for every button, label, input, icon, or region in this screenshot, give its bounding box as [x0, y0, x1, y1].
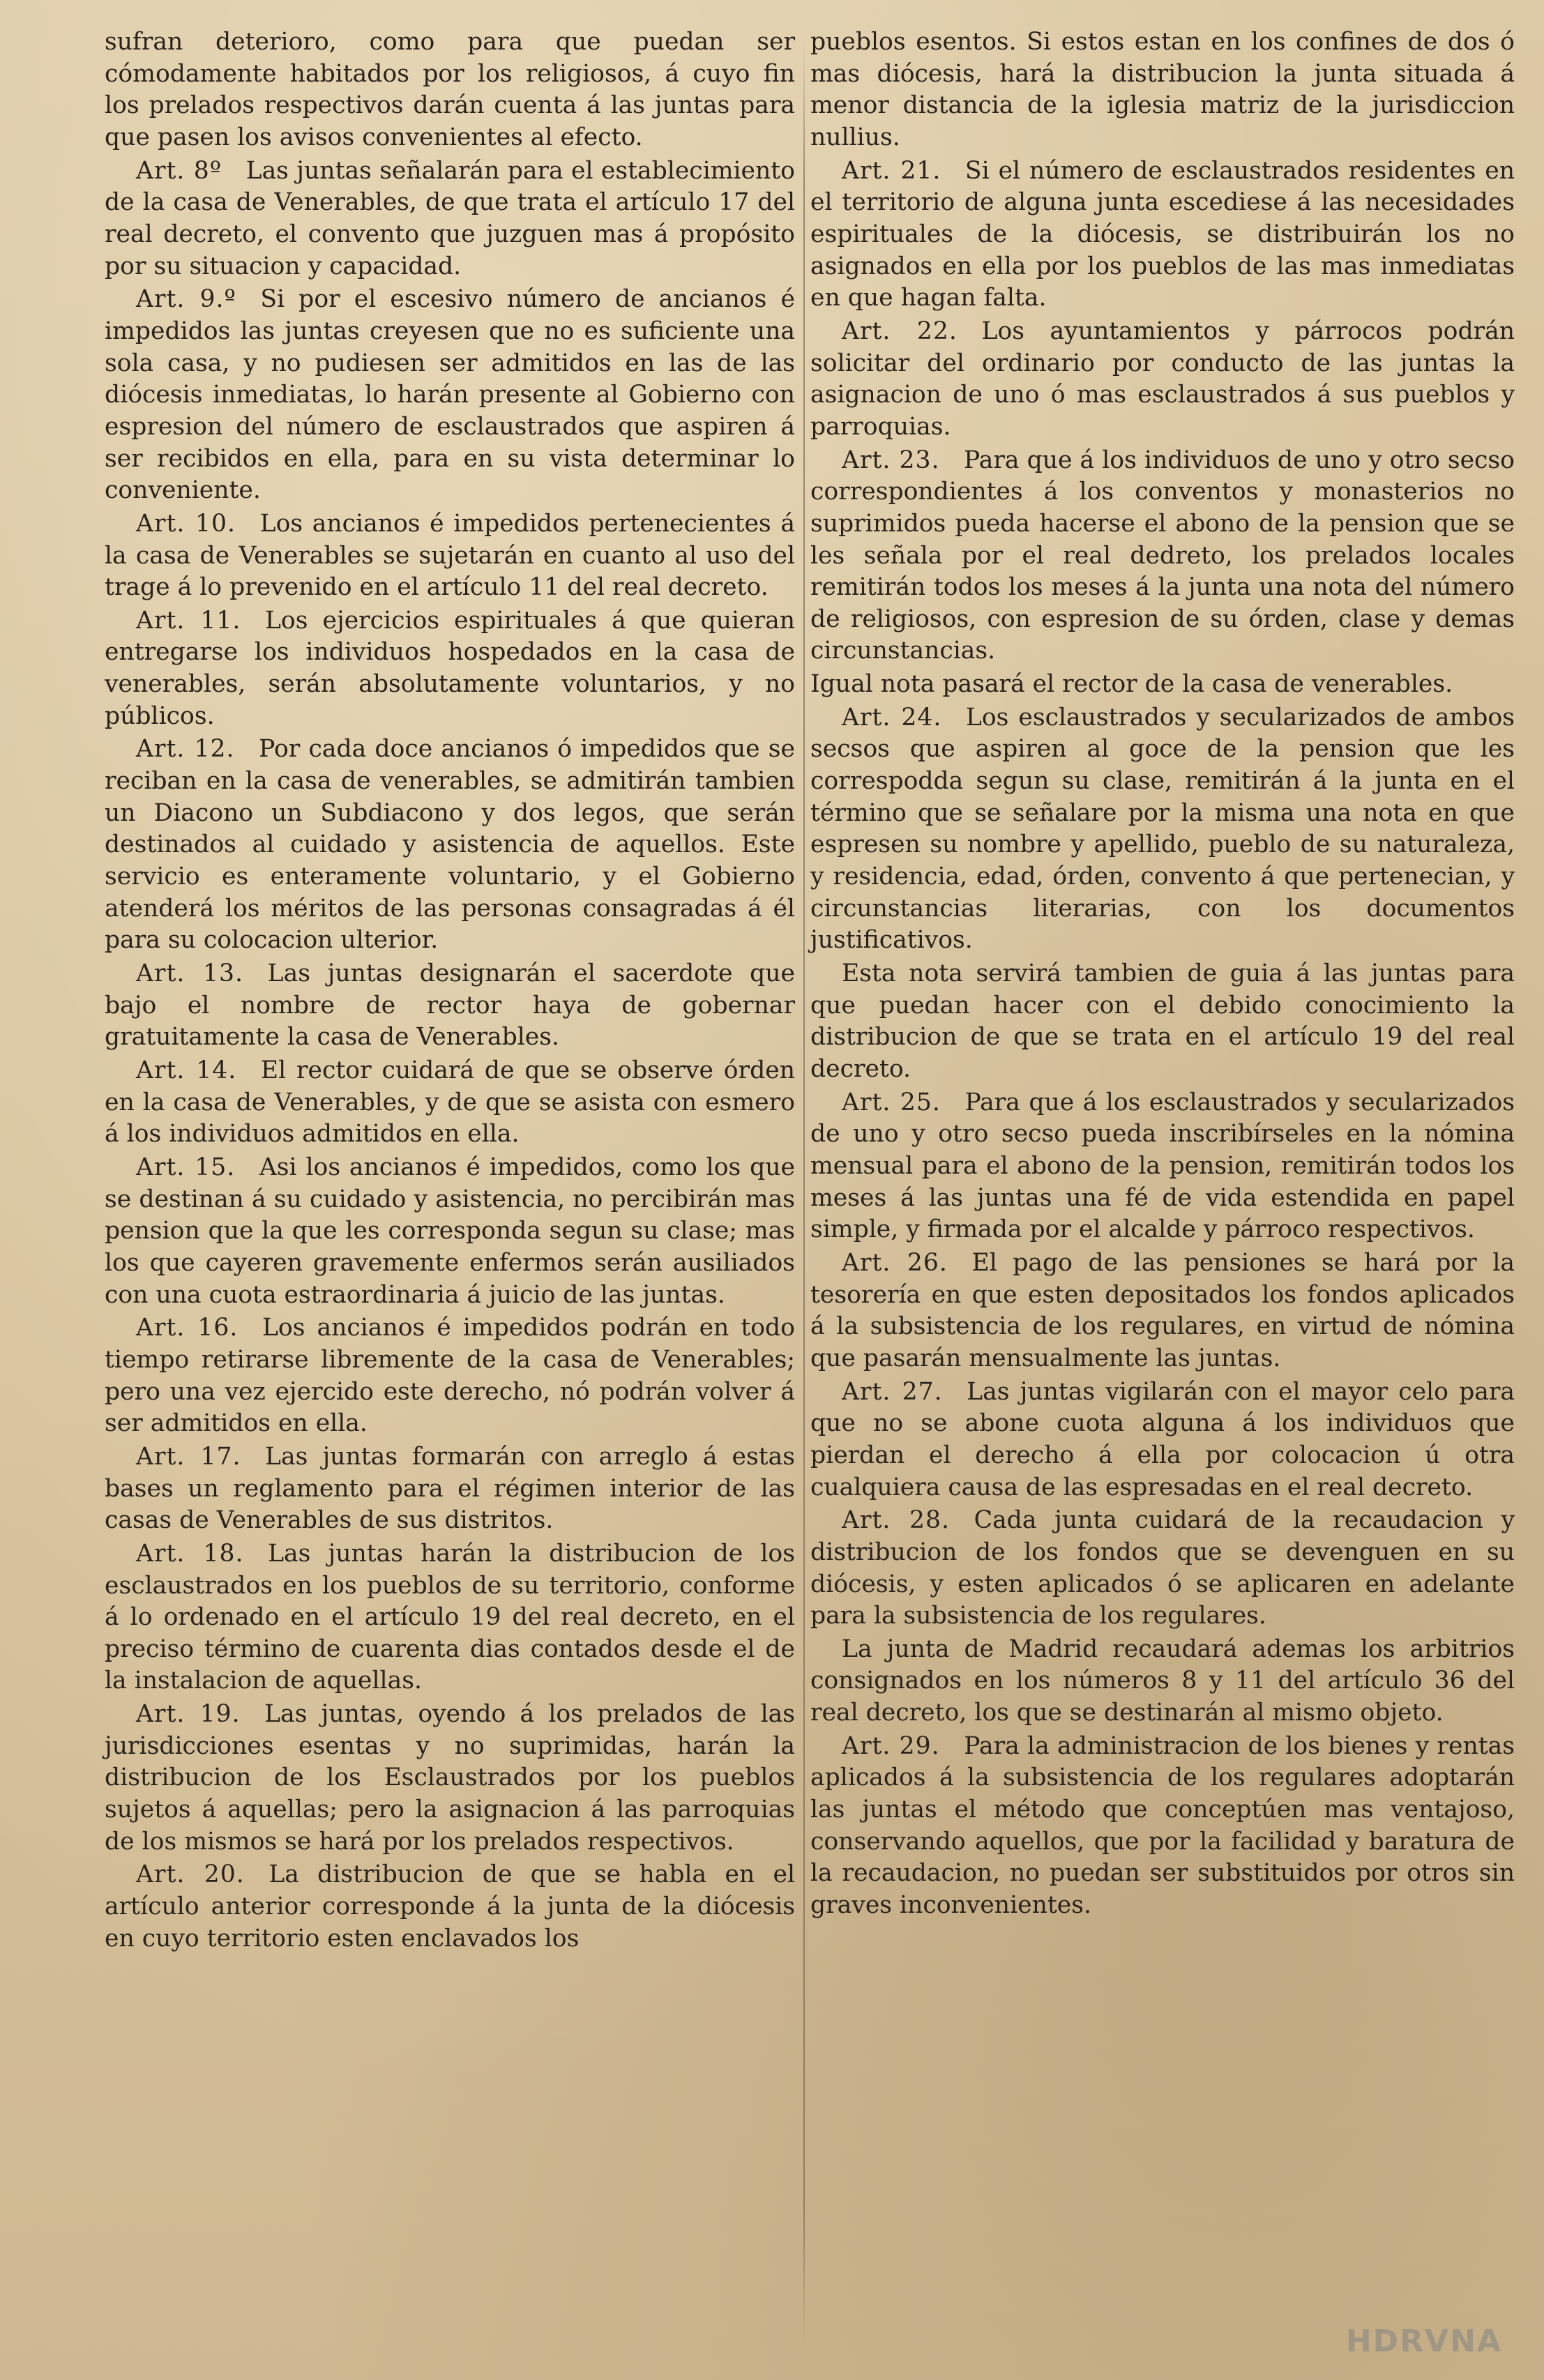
article-text: Si por el escesivo número de ancianos é impedidos las juntas creyesen que no es suficiente una sola casa, y no pudiesen ser admitidos en las de las diócesis inmediatas, lo harán presente al Gobierno con espresion del número de esclaustrados que aspiren á ser recibidos en ella, para en su vista determinar lo conveniente.	[105, 285, 795, 505]
article-text: pueblos esentos. Si estos estan en los confines de dos ó mas diócesis, hará la distribucion la junta situada á menor distancia de la iglesia matriz de la jurisdiccion nullius.	[810, 28, 1515, 151]
article-paragraph	[105, 508, 795, 604]
article-text: Por cada doce ancianos ó impedidos que se reciban en la casa de venerables, se admitirán tambien un Diacono un Subdiacono y dos legos, que serán destinados al cuidado y asistencia de aquellos. Este servicio es enteramente voluntario, y el Gobierno atenderá los méritos de las personas consagradas á él para su colocacion ulterior.	[105, 735, 795, 955]
article-text: Las juntas vigilarán con el mayor celo para que no se abone cuota alguna á los individuos que pierdan el derecho á ella por colocacion ú otra cualquiera causa de las espresadas en el real decreto.	[810, 1377, 1515, 1501]
article-number: Art. 8º	[136, 156, 222, 185]
article-paragraph	[810, 1505, 1515, 1632]
article-paragraph	[810, 1377, 1515, 1504]
article-number: Art. 14.	[136, 1056, 237, 1084]
article-number: Art. 23.	[842, 446, 940, 474]
article-number: Art. 19.	[136, 1700, 241, 1729]
text-paragraph	[810, 669, 1515, 701]
article-paragraph	[810, 445, 1515, 668]
article-text: Para la administracion de los bienes y rentas aplicados á la subsistencia de los regulares adoptarán las juntas el método que conceptúen mas ventajoso, conservando aquellos, que por la facilidad y baratura de la recaudacion, no puedan ser substituidos por otros sin graves inconvenientes.	[810, 1731, 1515, 1920]
article-text: La junta de Madrid recaudará ademas los arbitrios consignados en los números 8 y 11 del artículo 36 del real decreto, los que se destinarán al mismo objeto.	[810, 1635, 1515, 1727]
library-watermark: HDRVNA	[1345, 2324, 1502, 2359]
article-paragraph	[810, 1087, 1515, 1246]
article-text: La distribucion de que se habla en el artículo anterior corresponde á la junta de la diócesis en cuyo territorio esten enclavados los	[105, 1860, 796, 1953]
right-text-column	[810, 26, 1515, 1923]
article-number: Art. 24.	[842, 703, 942, 732]
article-paragraph	[810, 1248, 1515, 1375]
article-paragraph	[810, 156, 1515, 314]
article-paragraph	[105, 284, 795, 507]
article-text: Para que á los individuos de uno y otro secso correspondientes á los conventos y monasterios no suprimidos pueda hacerse el abono de la pension que se les señala por el real dedreto, los prelados locales remitirán todos los meses á la junta una nota del número de religiosos, con espresion de su órden, clase y demas circunstancias.	[810, 446, 1515, 665]
article-text: El rector cuidará de que se observe órden en la casa de Venerables, y de que se asista con esmero á los individuos admitidos en ella.	[105, 1056, 795, 1149]
article-number: Art. 18.	[136, 1539, 244, 1568]
article-text: Las juntas, oyendo á los prelados de las jurisdicciones esentas y no suprimidas, harán la distribucion de los Esclaustrados por los pueblos sujetos á aquellas; pero la asignacion á las parroquias de los mismos se hará por los prelados respectivos.	[105, 1700, 795, 1856]
article-text: Igual nota pasará el rector de la casa de venerables.	[810, 670, 1453, 699]
article-paragraph	[810, 1731, 1515, 1922]
article-text: Los ancianos é impedidos pertenecientes á la casa de Venerables se sujetarán en cuanto al uso del trage á lo prevenido en el artículo 11 del real decreto.	[105, 509, 795, 602]
article-number: Art. 21.	[842, 156, 941, 185]
article-text: Las juntas señalarán para el establecimiento de la casa de Venerables, de que trata el artículo 17 del real decreto, el convento que juzguen mas á propósito por su situacion y capacidad.	[105, 156, 795, 280]
article-text: Si el número de esclaustrados residentes en el territorio de alguna junta escediese á las necesidades espirituales de la diócesis, se distribuirán los no asignados en ella por los pueblos de las mas inmediatas en que hagan falta.	[810, 156, 1515, 312]
article-text: Los ejercicios espirituales á que quieran entregarse los individuos hospedados en la casa de venerables, serán absolutamente voluntarios, y no públicos.	[105, 606, 795, 730]
article-number: Art. 17.	[136, 1442, 241, 1471]
text-paragraph	[810, 1634, 1515, 1729]
article-number: Art. 16.	[136, 1314, 239, 1342]
article-text: Asi los ancianos é impedidos, como los que se destinan á su cuidado y asistencia, no percibirán mas pension que la que les corresponda segun su clase; mas los que cayeren gravemente enfermos serán ausiliados con una cuota estraordinaria á juicio de las juntas.	[105, 1153, 795, 1309]
article-number: Art. 27.	[842, 1377, 943, 1406]
article-paragraph	[105, 1312, 795, 1440]
text-paragraph	[105, 26, 795, 154]
article-number: Art. 26.	[842, 1248, 948, 1277]
article-text: sufran deterioro, como para que puedan ser cómodamente habitados por los religiosos, á cuyo fin los prelados respectivos darán cuenta á las juntas para que pasen los avisos convenientes al efecto.	[105, 28, 795, 151]
article-number: Art. 9.º	[136, 285, 236, 314]
article-paragraph	[810, 702, 1515, 957]
article-number: Art. 25.	[842, 1088, 941, 1116]
article-paragraph	[105, 605, 795, 733]
article-paragraph	[105, 1152, 795, 1311]
article-number: Art. 15.	[136, 1153, 236, 1181]
article-text: Las juntas designarán el sacerdote que bajo el nombre de rector haya de gobernar gratuitamente la casa de Venerables.	[105, 960, 795, 1052]
article-number: Art. 13.	[136, 960, 244, 988]
article-text: Los ayuntamientos y párrocos podrán solicitar del ordinario por conducto de las juntas la asignacion de uno ó mas esclaustrados á sus pueblos y parroquias.	[810, 317, 1515, 441]
article-number: Art. 28.	[842, 1506, 951, 1535]
column-divider	[803, 42, 805, 2343]
article-number: Art. 10.	[136, 509, 236, 538]
article-paragraph	[105, 958, 795, 1054]
article-paragraph	[105, 1441, 795, 1537]
article-paragraph	[105, 1538, 795, 1697]
article-text: Para que á los esclaustrados y secularizados de uno y otro secso pueda inscribírseles en la nómina mensual para el abono de la pension, remitirán todos los meses á las juntas una fé de vida estendida en papel simple, y firmada por el alcalde y párroco respectivos.	[810, 1088, 1515, 1244]
article-number: Art. 12.	[136, 735, 235, 764]
left-text-column	[105, 26, 795, 1956]
article-number: Art. 22.	[842, 317, 958, 345]
article-paragraph	[810, 316, 1515, 444]
article-text: Los ancianos é impedidos podrán en todo tiempo retirarse libremente de la casa de Venerables; pero una vez ejercido este derecho, nó podrán volver á ser admitidos en ella.	[105, 1314, 795, 1438]
article-paragraph	[105, 1699, 795, 1858]
article-text: Las juntas harán la distribucion de los esclaustrados en los pueblos de su territorio, conforme á lo ordenado en el artículo 19 del real decreto, en el preciso término de cuarenta dias contados desde el de la instalacion de aquellas.	[105, 1539, 795, 1695]
article-paragraph	[105, 1859, 795, 1955]
article-paragraph	[105, 734, 795, 957]
article-number: Art. 20.	[136, 1860, 245, 1889]
article-number: Art. 11.	[136, 606, 241, 635]
article-text: Cada junta cuidará de la recaudacion y distribucion de los fondos que se devenguen en su diócesis, y esten aplicados ó se aplicaren en adelante para la subsistencia de los regulares.	[810, 1506, 1515, 1630]
article-number: Art. 29.	[842, 1731, 940, 1760]
article-text: Esta nota servirá tambien de guia á las juntas para que puedan hacer con el debido conocimiento la distribucion de que se trata en el artículo 19 del real decreto.	[810, 960, 1515, 1083]
article-paragraph	[105, 1055, 795, 1151]
article-text: Las juntas formarán con arreglo á estas bases un reglamento para el régimen interior de las casas de Venerables de sus distritos.	[105, 1442, 795, 1535]
article-text: Los esclaustrados y secularizados de ambos secsos que aspiren al goce de la pension que les correspodda segun su clase, remitirán á la junta en el término que se señalare por la misma una nota en que espresen su nombre y apellido, pueblo de su naturaleza, y residencia, edad, órden, convento á que pertenecian, y circunstancias literarias, con los documentos justificativos.	[810, 703, 1515, 955]
text-paragraph	[810, 26, 1515, 154]
article-text: El pago de las pensiones se hará por la tesorería en que esten depositados los fondos aplicados á la subsistencia de los regulares, en virtud de nómina que pasarán mensualmente las juntas.	[810, 1248, 1515, 1372]
article-paragraph	[105, 156, 795, 283]
text-paragraph	[810, 958, 1515, 1086]
